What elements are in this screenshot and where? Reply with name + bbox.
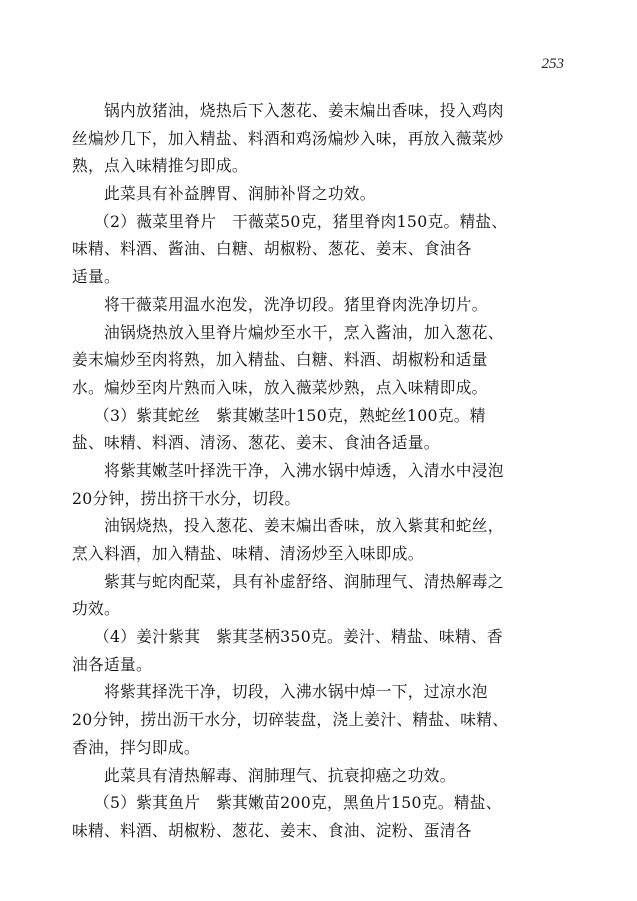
text-line: 味精、料酒、酱油、白糖、胡椒粉、葱花、姜末、食油各 xyxy=(72,239,472,259)
text-line: 此菜具有补益脾胃、润肺补肾之功效。 xyxy=(104,184,376,204)
text-line: （5）紫萁鱼片 紫萁嫩苗200克，黑鱼片150克。精盐、 xyxy=(94,793,502,813)
text-line: 将紫萁嫩茎叶择洗干净，入沸水锅中焯透，入清水中浸泡 xyxy=(104,460,504,480)
text-line: （3）紫萁蛇丝 紫萁嫩茎叶150克，熟蛇丝100克。精 xyxy=(94,405,486,425)
text-line: 锅内放猪油，烧热后下入葱花、姜末煸出香味，投入鸡肉 xyxy=(104,101,504,120)
text-line: 此菜具有清热解毒、润肺理气、抗衰抑癌之功效。 xyxy=(104,765,456,785)
text-line: 姜末煸炒至肉将熟，加入精盐、白糖、料酒、胡椒粉和适量 xyxy=(72,350,488,370)
text-line: （4）姜汁紫萁 紫萁茎柄350克。姜汁、精盐、味精、香 xyxy=(94,627,503,647)
text-line: 将干薇菜用温水泡发，洗净切段。猪里脊肉洗净切片。 xyxy=(104,294,488,314)
text-line: 将紫萁择洗干净，切段，入沸水锅中焯一下，过凉水泡 xyxy=(104,682,488,702)
text-line: 紫萁与蛇肉配菜，具有补虚舒络、润肺理气、清热解毒之 xyxy=(104,571,504,591)
page-number: 253 xyxy=(541,56,564,72)
text-line: 熟，点入味精推匀即成。 xyxy=(72,156,248,176)
text-line: 油锅烧热，投入葱花、姜末煸出香味，放入紫萁和蛇丝， xyxy=(104,516,504,536)
body-text xyxy=(72,97,584,845)
text-line: 盐、味精、料酒、清汤、葱花、姜末、食油各适量。 xyxy=(72,433,440,453)
text-line: 烹入料酒，加入精盐、味精、清汤炒至入味即成。 xyxy=(72,544,424,563)
text-line: （2）薇菜里脊片 干薇菜50克，猪里脊肉150克。精盐、 xyxy=(94,211,508,231)
text-line: 20分钟，捞出挤干水分，切段。 xyxy=(72,488,301,508)
text-line: 适量。 xyxy=(72,267,120,287)
text-line: 20分钟，捞出沥干水分，切碎装盘，浇上姜汁、精盐、味精、 xyxy=(72,710,509,730)
text-line: 水。煸炒至肉片熟而入味，放入薇菜炒熟，点入味精即成。 xyxy=(72,377,488,397)
text-line: 油各适量。 xyxy=(72,654,152,674)
text-line: 油锅烧热放入里脊片煸炒至水干，烹入酱油，加入葱花、 xyxy=(104,322,504,342)
text-line: 功效。 xyxy=(72,599,120,619)
text-line: 味精、料酒、胡椒粉、葱花、姜末、食油、淀粉、蛋清各 xyxy=(72,820,472,840)
text-line: 丝煸炒几下，加入精盐、料酒和鸡汤煸炒入味，再放入薇菜炒 xyxy=(72,128,504,148)
text-line: 香油，拌匀即成。 xyxy=(72,737,200,757)
